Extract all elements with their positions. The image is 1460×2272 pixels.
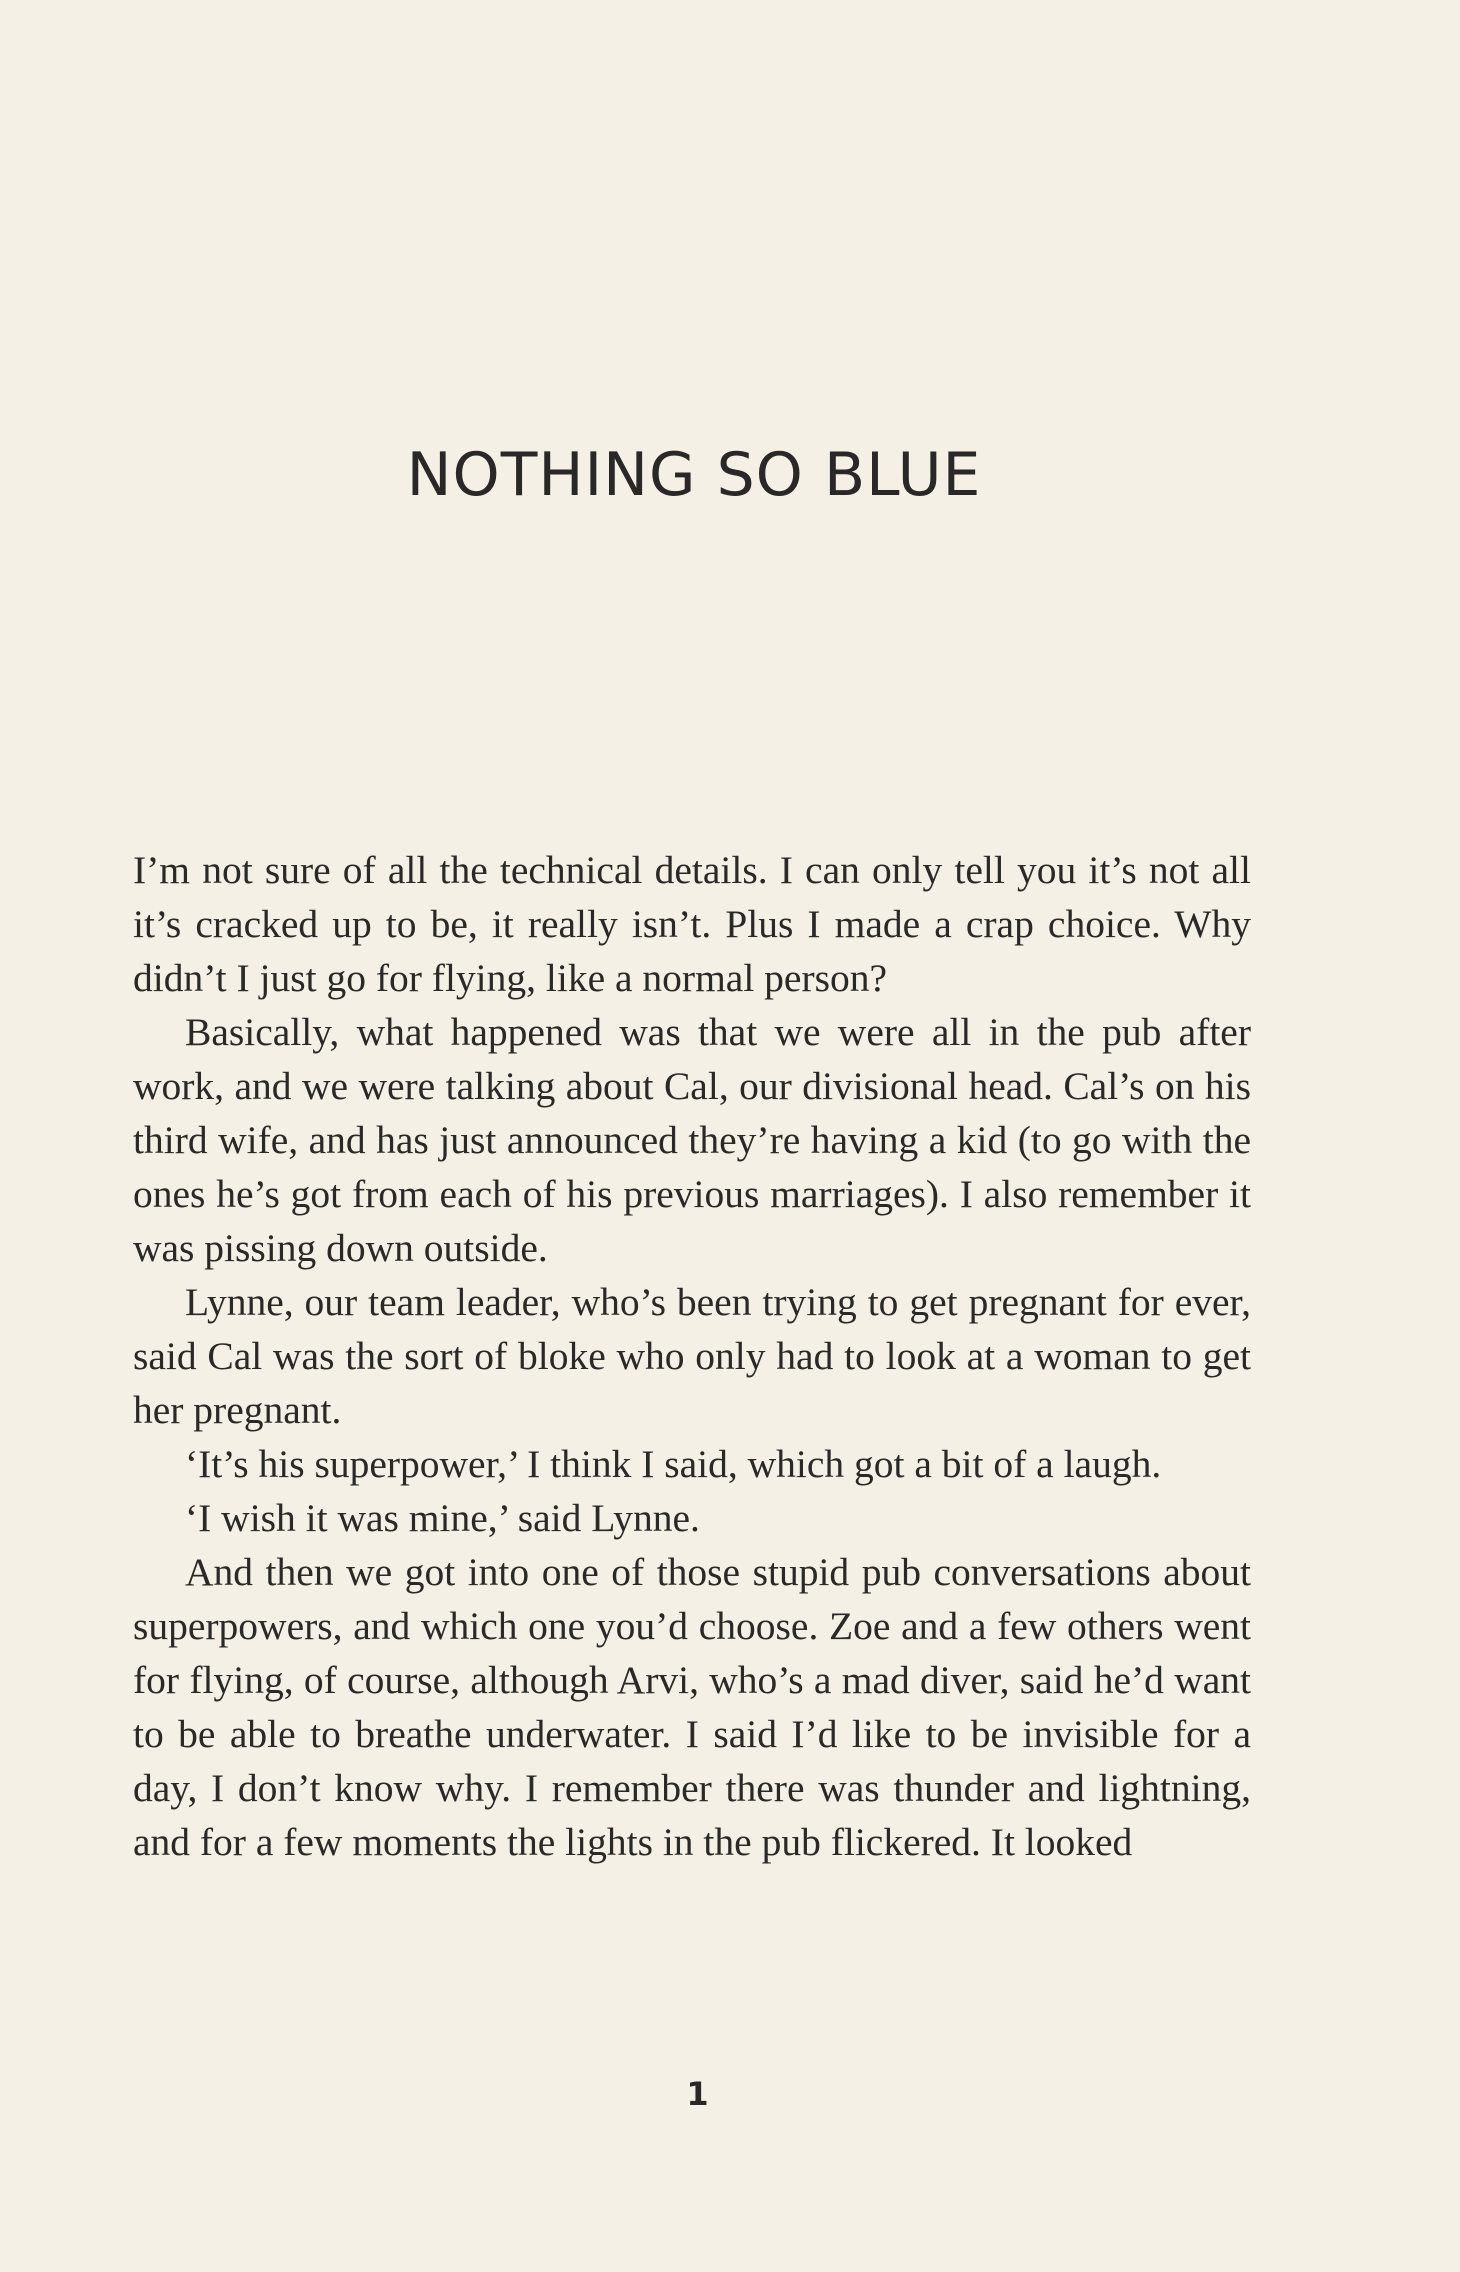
chapter-title: NOTHING SO BLUE	[406, 440, 982, 510]
paragraph: And then we got into one of those stupid pub conversations about superpowers, and which one you’d choose. Zoe and a few others went for flying, of course, although Arvi, who’s a mad diver, said he’d want to be able to breathe underwater. I said I’d like to be invisible for a day, I don’t know why. I remember there was thunder and lightning, and for a few moments the lights in the pub flickered. It looked	[133, 1550, 1251, 1864]
paragraph: ‘I wish it was mine,’ said Lynne.	[185, 1496, 700, 1540]
paragraph: ‘It’s his superpower,’ I think I said, which got a bit of a laugh.	[185, 1442, 1162, 1486]
paragraph: Lynne, our team leader, who’s been trying to get pregnant for ever, said Cal was the sort of bloke who only had to look at a woman to get her pregnant.	[133, 1280, 1251, 1432]
body-text	[133, 843, 1251, 1869]
paragraph: I’m not sure of all the technical details. I can only tell you it’s not all it’s cracked up to be, it really isn’t. Plus I made a crap choice. Why didn’t I just go for flying, like a normal person?	[133, 848, 1251, 1000]
paragraph: Basically, what happened was that we were all in the pub after work, and we were talking about Cal, our divisional head. Cal’s on his third wife, and has just announced they’re having a kid (to go with the ones he’s got from each of his previous marriages). I also remember it was pissing down outside.	[133, 1010, 1251, 1270]
page-number: 1	[686, 2075, 709, 2113]
